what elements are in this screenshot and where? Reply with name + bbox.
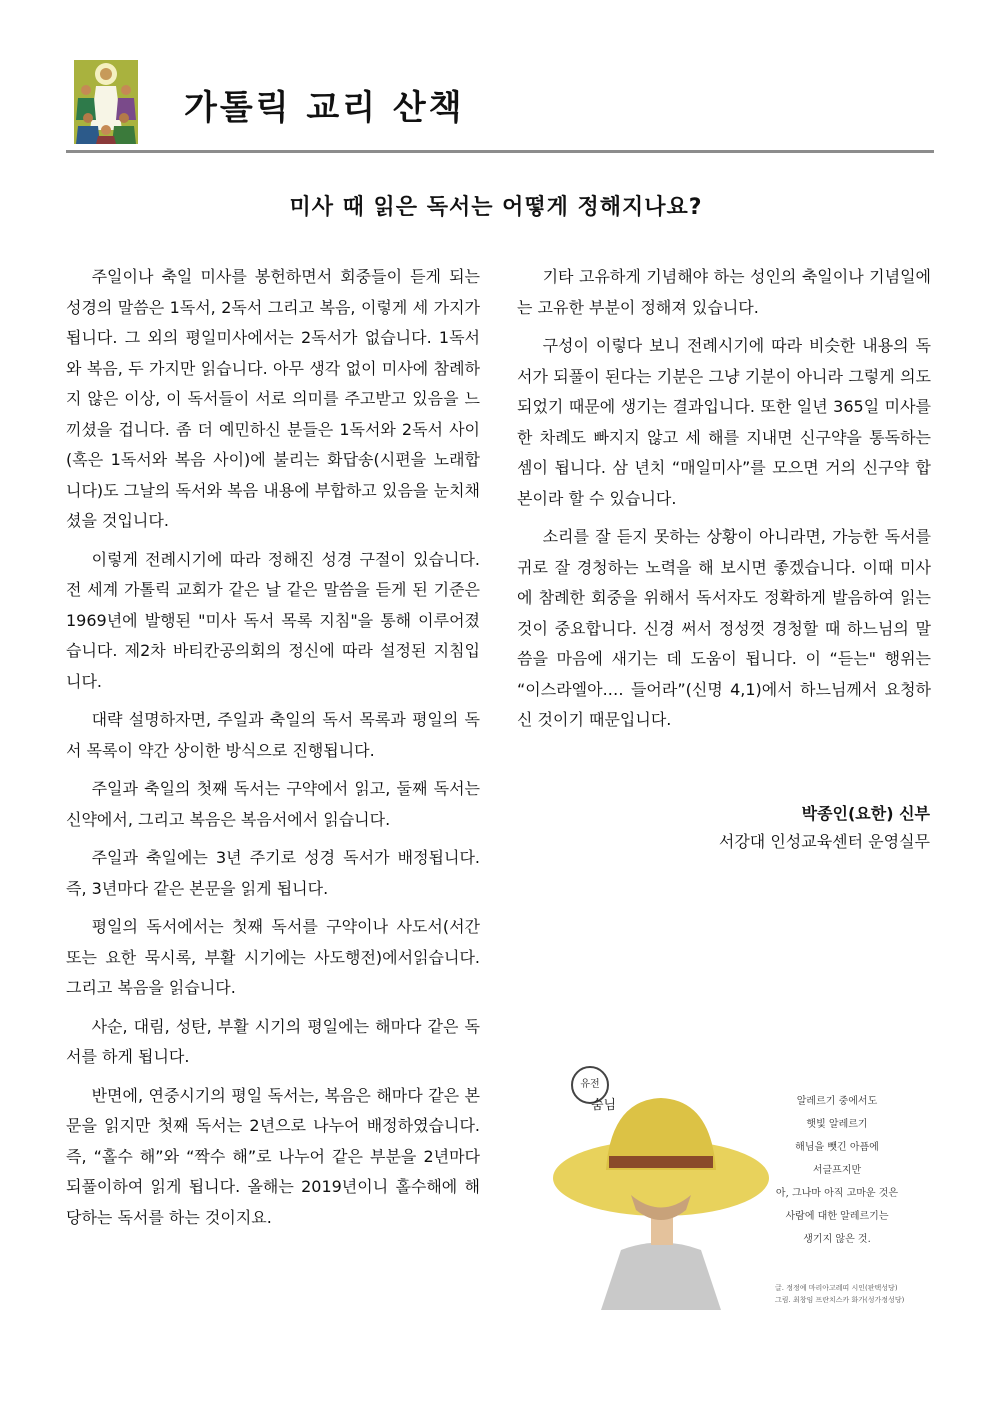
author-name: 박종인(요한) 신부	[801, 804, 930, 823]
illustration	[551, 1060, 932, 1310]
column-title: 가톨릭 교리 산책	[184, 88, 465, 128]
poem-line: 햇빛 알레르기	[806, 1119, 868, 1130]
paragraph: 기타 고유하게 기념해야 하는 성인의 축일이나 기념일에는 고유한 부분이 정해져 있습니다.	[517, 267, 931, 317]
poem	[747, 1090, 927, 1251]
stamp: 유전	[571, 1066, 609, 1104]
author-title: 서강대 인성교육센터 운영실무	[718, 832, 930, 851]
credit-line: 그림. 최창임 프란치스카 화가(성가정성당)	[775, 1296, 905, 1304]
poem-line: 알레르기 중에서도	[796, 1096, 878, 1107]
paragraph: 주일과 축일에는 3년 주기로 성경 독서가 배정됩니다. 즉, 3년마다 같은 본문을 읽게 됩니다.	[66, 848, 480, 898]
page-header	[66, 58, 934, 153]
paragraph: 구성이 이렇다 보니 전례시기에 따라 비슷한 내용의 독서가 되풀이 된다는 기분은 그냥 기분이 아니라 그렇게 의도되었기 때문에 생기는 결과입니다. 또한 일년 365일 미사를 한 차례도 빠지지 않고 세 해를 지내면 신구약을 통독하는 셈이 됩니다. 삼 년치 “매일미사”를 모으면 거의 신구약 합본이라 할 수 있습니다.	[517, 336, 931, 508]
stamp-subtitle: 숨님	[591, 1098, 617, 1113]
poem-line: 아, 그나마 아직 고마운 것은	[775, 1188, 899, 1199]
paragraph: 소리를 잘 듣지 못하는 상황이 아니라면, 가능한 독서를 귀로 잘 경청하는 노력을 해 보시면 좋겠습니다. 이때 미사에 참례한 회중을 위해서 독서자도 정확하게 발음하여 읽는 것이 중요합니다. 신경 써서 정성껏 경청할 때 하느님의 말씀을 마음에 새기는 데 도움이 됩니다. 이 “듣는" 행위는 “이스라엘아.… 들어라”(신명 4,1)에서 하느님께서 요청하신 것이기 때문입니다.	[517, 527, 931, 729]
paragraph: 주일이나 축일 미사를 봉헌하면서 회중들이 듣게 되는 성경의 말씀은 1독서, 2독서 그리고 복음, 이렇게 세 가지가 됩니다. 그 외의 평일미사에서는 2독서가 없습니다. 1독서와 복음, 두 가지만 읽습니다. 아무 생각 없이 미사에 참례하지 않은 이상, 이 독서들이 서로 의미를 주고받고 있음을 느끼셨을 겁니다. 좀 더 예민하신 분들은 1독서와 2독서 사이(혹은 1독서와 복음 사이)에 불리는 화답송(시편을 노래합니다)도 그날의 독서와 복음 내용에 부합하고 있음을 눈치채셨을 것입니다.	[66, 267, 480, 530]
author-block	[719, 800, 930, 856]
poem-line: 해님을 뺏긴 아픔에	[795, 1142, 879, 1153]
right-column	[517, 262, 931, 744]
left-column	[66, 262, 480, 1241]
paragraph: 반면에, 연중시기의 평일 독서는, 복음은 해마다 같은 본문을 읽지만 첫째 독서는 2년으로 나누어 배정하였습니다. 즉, “홀수 해”와 “짝수 해”로 나누어 같은 부분을 2년마다 되풀이하여 읽게 됩니다. 올해는 2019년이니 홀수해에 해당하는 독서를 하는 것이지요.	[66, 1085, 480, 1227]
jesus-with-disciples-icon	[74, 60, 138, 144]
credit-line: 글. 정정예 마리아고레띠 시인(판택성당)	[775, 1284, 898, 1292]
paragraph: 주일과 축일의 첫째 독서는 구약에서 읽고, 둘째 독서는 신약에서, 그리고 복음은 복음서에서 읽습니다.	[66, 779, 480, 829]
poem-line: 사람에 대한 알레르기는	[785, 1211, 889, 1222]
paragraph: 평일의 독서에서는 첫째 독서를 구약이나 사도서(서간 또는 요한 묵시록, 부활 시기에는 사도행전)에서읽습니다. 그리고 복음을 읽습니다.	[66, 917, 480, 997]
article-title: 미사 때 읽은 독서는 어떻게 정해지나요?	[289, 195, 703, 220]
paragraph: 사순, 대림, 성탄, 부활 시기의 평일에는 해마다 같은 독서를 하게 됩니다.	[66, 1016, 480, 1066]
paragraph: 대략 설명하자면, 주일과 축일의 독서 목록과 평일의 독서 목록이 약간 상이한 방식으로 진행됩니다.	[66, 710, 480, 760]
illustration-credit	[775, 1282, 904, 1306]
paragraph: 이렇게 전례시기에 따라 정해진 성경 구절이 있습니다. 전 세계 가톨릭 교회가 같은 날 같은 말씀을 듣게 된 기준은 1969년에 발행된 "미사 독서 목록 지침"을 통해 이루어졌습니다. 제2차 바티칸공의회의 정신에 따라 설정된 지침입니다.	[66, 549, 480, 691]
poem-line: 생기지 않은 것.	[803, 1234, 871, 1245]
poem-line: 서글프지만	[812, 1165, 862, 1176]
